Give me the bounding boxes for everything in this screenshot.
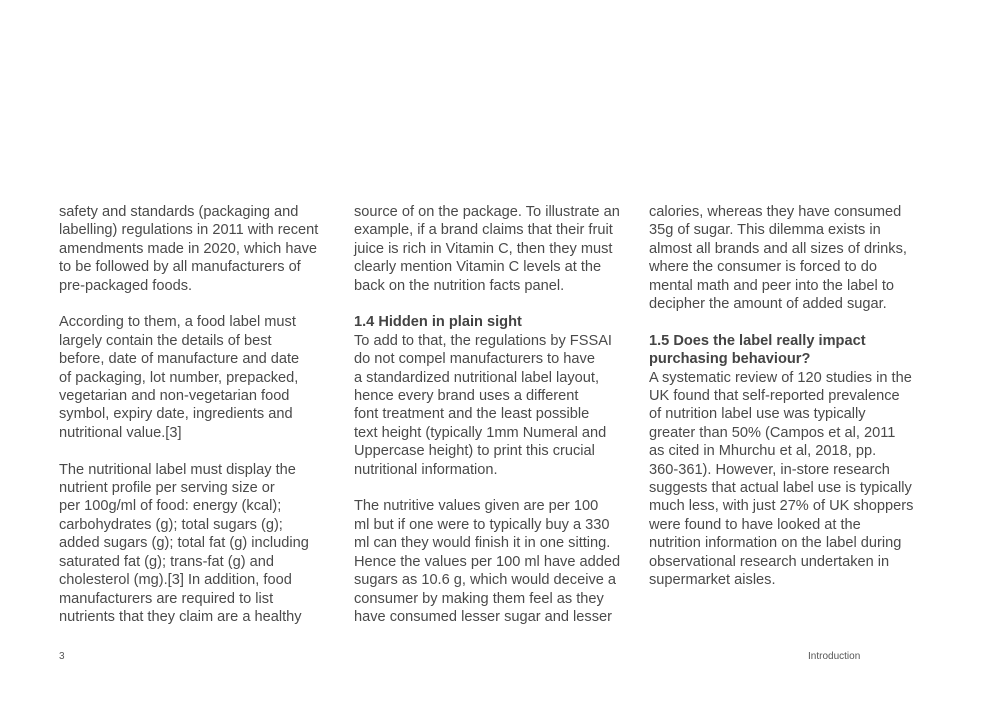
text-line: almost all brands and all sizes of drinks, <box>649 240 907 257</box>
text-line: clearly mention Vitamin C levels at the <box>354 259 602 276</box>
text-line: carbohydrates (g); total sugars (g); <box>59 516 283 533</box>
text-line: pre-packaged foods. <box>59 277 193 294</box>
section-title: Introduction <box>808 651 861 662</box>
paragraph-gap <box>354 479 624 497</box>
text-line: per 100g/ml of food: energy (kcal); <box>59 498 282 515</box>
text-line: decipher the amount of added sugar. <box>649 296 887 313</box>
text-line: sugars as 10.6 g, which would deceive a <box>354 572 617 589</box>
text-line: cholesterol (mg).[3] In addition, food <box>59 572 292 589</box>
text-line: greater than 50% (Campos et al, 2011 <box>649 424 896 441</box>
text-line: nutritional value.[3] <box>59 424 182 441</box>
text-line: ml but if one were to typically buy a 330 <box>354 516 610 533</box>
text-column-2 <box>354 203 624 626</box>
text-line: labelling) regulations in 2011 with recent <box>59 222 319 239</box>
text-line: do not compel manufacturers to have <box>354 351 595 368</box>
page-number: 3 <box>59 651 65 662</box>
text-line: of packaging, lot number, prepacked, <box>59 369 299 386</box>
text-line: calories, whereas they have consumed <box>649 204 902 220</box>
text-line: added sugars (g); total fat (g) including <box>59 535 309 552</box>
heading-line: 1.4 Hidden in plain sight <box>354 314 522 331</box>
section-heading <box>649 332 919 369</box>
paragraph <box>649 203 919 313</box>
paragraph <box>59 203 329 295</box>
text-line: 35g of sugar. This dilemma exists in <box>649 222 881 239</box>
text-line: 360-361). However, in-store research <box>649 461 890 478</box>
paragraph <box>354 497 624 626</box>
text-line: Uppercase height) to print this crucial <box>354 443 595 460</box>
paragraph <box>59 461 329 627</box>
paragraph <box>354 332 624 479</box>
text-line: hence every brand uses a different <box>354 388 579 405</box>
text-line: were found to have looked at the <box>649 516 861 533</box>
paragraph-gap <box>59 295 329 313</box>
text-line: The nutritional label must display the <box>59 461 296 478</box>
text-line: safety and standards (packaging and <box>59 204 299 220</box>
text-line: To add to that, the regulations by FSSAI <box>354 332 612 349</box>
text-line: source of on the package. To illustrate an <box>354 204 620 220</box>
text-column-3 <box>649 203 919 590</box>
text-line: largely contain the details of best <box>59 332 272 349</box>
text-line: The nutritive values given are per 100 <box>354 498 599 515</box>
heading-line: 1.5 Does the label really impact <box>649 332 866 349</box>
text-line: UK found that self-reported prevalence <box>649 388 900 405</box>
text-line: to be followed by all manufacturers of <box>59 259 301 276</box>
text-line: where the consumer is forced to do <box>649 259 877 276</box>
text-line: amendments made in 2020, which have <box>59 240 317 257</box>
text-line: saturated fat (g); trans-fat (g) and <box>59 553 274 570</box>
paragraph-gap <box>59 442 329 460</box>
text-line: Hence the values per 100 ml have added <box>354 553 621 570</box>
text-line: mental math and peer into the label to <box>649 277 895 294</box>
text-column-1 <box>59 203 329 626</box>
text-line: According to them, a food label must <box>59 314 296 331</box>
paragraph-gap <box>354 295 624 313</box>
text-line: observational research undertaken in <box>649 553 890 570</box>
text-line: nutrition information on the label during <box>649 535 902 552</box>
heading-line: purchasing behaviour? <box>649 351 811 368</box>
text-line: nutritional information. <box>354 461 498 478</box>
paragraph-gap <box>649 313 919 331</box>
section-heading <box>354 313 624 331</box>
text-line: as cited in Mhurchu et al, 2018, pp. <box>649 443 877 460</box>
text-line: a standardized nutritional label layout, <box>354 369 600 386</box>
text-line: much less, with just 27% of UK shoppers <box>649 498 914 515</box>
text-line: consumer by making them feel as they <box>354 590 604 607</box>
text-line: of nutrition label use was typically <box>649 406 866 423</box>
text-line: ml can they would finish it in one sitting. <box>354 535 611 552</box>
text-line: suggests that actual label use is typically <box>649 480 912 497</box>
text-line: juice is rich in Vitamin C, then they must <box>354 240 613 257</box>
text-line: have consumed lesser sugar and lesser <box>354 608 612 625</box>
text-line: supermarket aisles. <box>649 572 776 589</box>
text-line: symbol, expiry date, ingredients and <box>59 406 293 423</box>
text-line: A systematic review of 120 studies in the <box>649 369 912 386</box>
text-line: back on the nutrition facts panel. <box>354 277 565 294</box>
paragraph <box>59 313 329 442</box>
text-line: before, date of manufacture and date <box>59 351 300 368</box>
text-line: text height (typically 1mm Numeral and <box>354 424 607 441</box>
text-line: example, if a brand claims that their fruit <box>354 222 613 239</box>
text-line: nutrients that they claim are a healthy <box>59 608 302 625</box>
paragraph <box>354 203 624 295</box>
text-line: font treatment and the least possible <box>354 406 590 423</box>
text-line: vegetarian and non-vegetarian food <box>59 388 290 405</box>
text-line: nutrient profile per serving size or <box>59 480 275 497</box>
paragraph <box>649 369 919 590</box>
text-line: manufacturers are required to list <box>59 590 274 607</box>
